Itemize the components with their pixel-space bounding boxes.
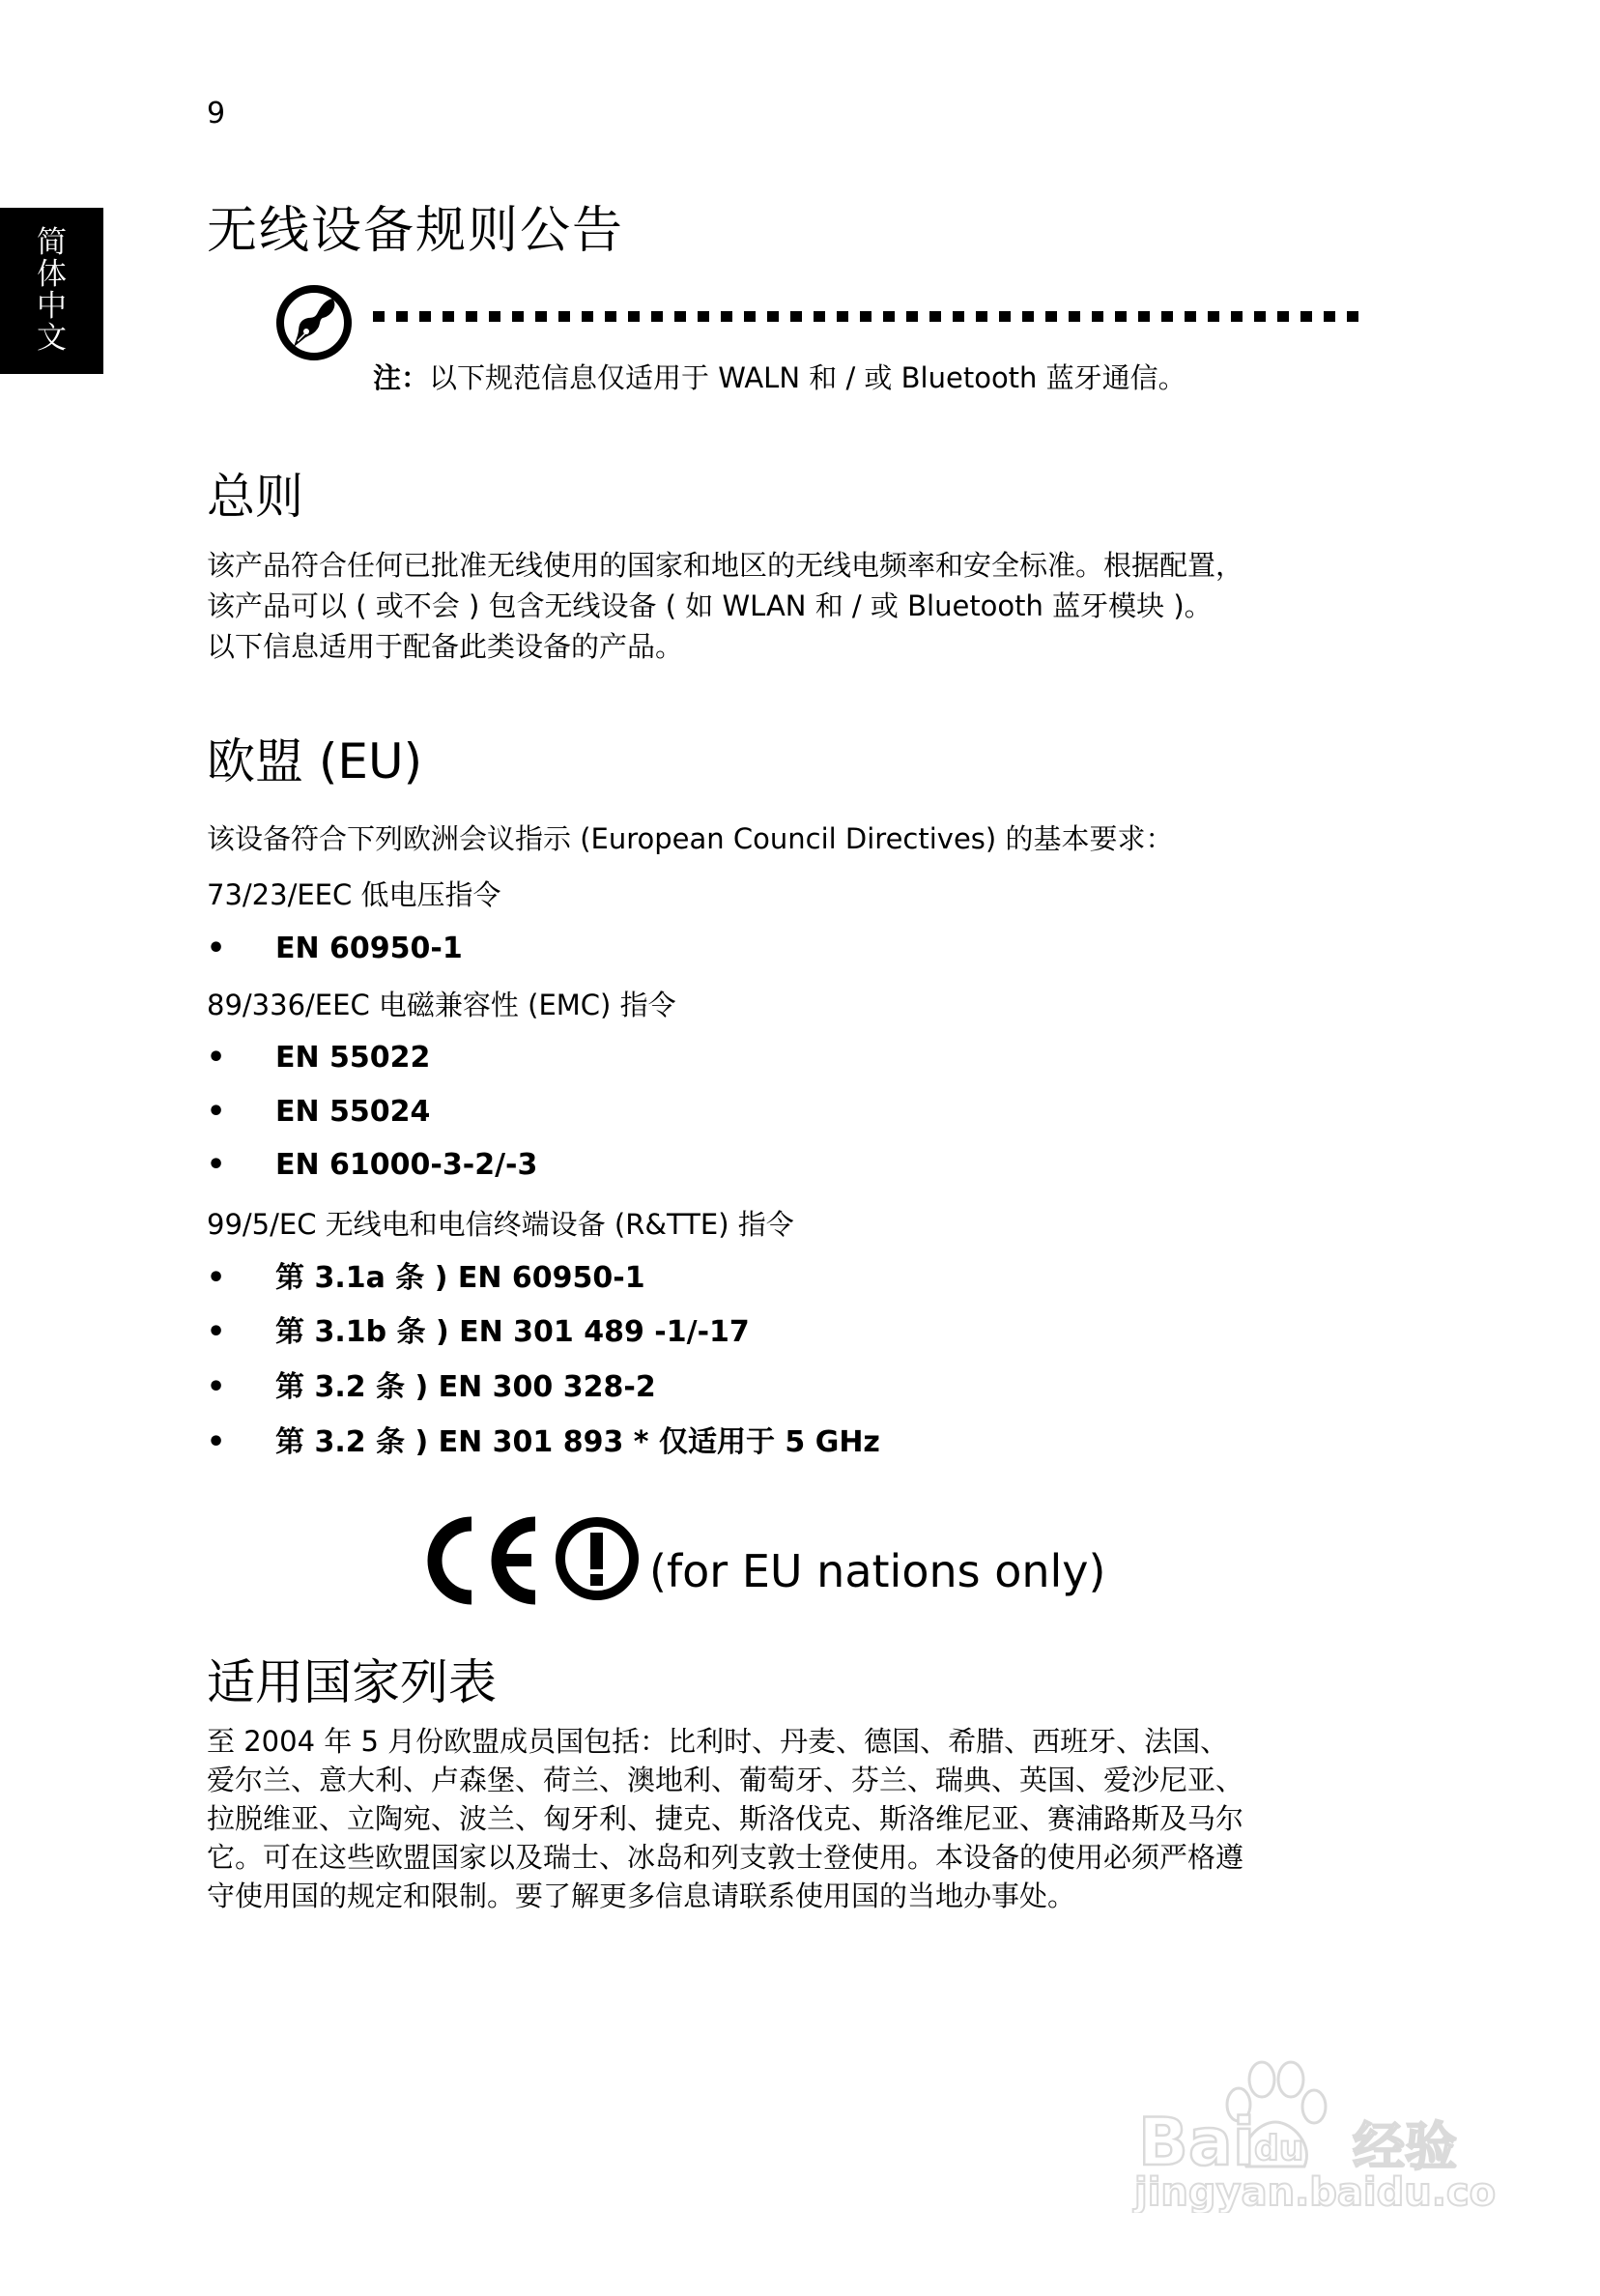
alert-class2-icon bbox=[560, 1522, 634, 1595]
paragraph-line: 该产品可以 ( 或不会 ) 包含无线设备 ( 如 WLAN 和 / 或 Bluetooth 蓝牙模块 )。 bbox=[207, 589, 1213, 622]
directive-item-text: EN 60950-1 bbox=[275, 932, 463, 965]
directive-title: 99/5/EC 无线电和电信终端设备 (R&TTE) 指令 bbox=[207, 1208, 794, 1241]
svg-text:经验: 经验 bbox=[1353, 2116, 1457, 2177]
pen-nib-note-icon bbox=[274, 283, 354, 362]
directive-item-text: 第 3.1b 条 ) EN 301 489 -1/-17 bbox=[275, 1315, 750, 1349]
directive-item-text: EN 61000-3-2/-3 bbox=[275, 1148, 538, 1182]
language-tab-char: 文 bbox=[37, 321, 67, 356]
bullet: • bbox=[207, 1261, 226, 1295]
watermark-brand: Bai bbox=[1138, 2105, 1256, 2181]
directive-title: 89/336/EEC 电磁兼容性 (EMC) 指令 bbox=[207, 989, 676, 1021]
baidu-jingyan-watermark bbox=[1130, 2039, 1498, 2213]
bullet: • bbox=[207, 1148, 226, 1182]
directive-item-text: 第 3.1a 条 ) EN 60950-1 bbox=[275, 1261, 645, 1295]
ce-caption: (for EU nations only) bbox=[649, 1545, 1106, 1597]
section-heading-countries: 适用国家列表 bbox=[207, 1654, 497, 1710]
bullet: • bbox=[207, 1095, 226, 1129]
language-tab-char: 体 bbox=[37, 257, 67, 292]
directive-title: 73/23/EEC 低电压指令 bbox=[207, 878, 501, 911]
bullet: • bbox=[207, 1315, 226, 1349]
note-text bbox=[373, 359, 1186, 397]
note-body: 以下规范信息仅适用于 WALN 和 / 或 Bluetooth 蓝牙通信。 bbox=[429, 361, 1186, 394]
page-title: 无线设备规则公告 bbox=[207, 202, 625, 260]
note-divider bbox=[373, 311, 1358, 322]
language-tab-char: 中 bbox=[37, 289, 67, 324]
bullet: • bbox=[207, 1370, 226, 1404]
ce-mark-icon bbox=[421, 1514, 643, 1607]
directive-item-text: 第 3.2 条 ) EN 301 893 * 仅适用于 5 GHz bbox=[275, 1425, 880, 1459]
eu-intro: 该设备符合下列欧洲会议指示 (European Council Directives) 的基本要求： bbox=[207, 822, 1174, 855]
ce-mark-row bbox=[421, 1512, 1105, 1609]
paragraph-line: 它。可在这些欧盟国家以及瑞士、冰岛和列支敦士登使用。本设备的使用必须严格遵 bbox=[207, 1841, 1244, 1874]
section-heading-eu: 欧盟 (EU) bbox=[207, 733, 423, 789]
paragraph-line: 以下信息适用于配备此类设备的产品。 bbox=[207, 630, 684, 663]
language-tab-char: 简 bbox=[37, 225, 67, 260]
directive-item-text: EN 55022 bbox=[275, 1041, 431, 1075]
countries-paragraph bbox=[207, 1722, 1376, 1915]
watermark-url: jingyan.baidu.com bbox=[1134, 2170, 1498, 2213]
paragraph-line: 爱尔兰、意大利、卢森堡、荷兰、澳地利、葡萄牙、芬兰、瑞典、英国、爱沙尼亚、 bbox=[207, 1764, 1244, 1796]
paragraph-line: 守使用国的规定和限制。要了解更多信息请联系使用国的当地办事处。 bbox=[207, 1880, 1076, 1912]
bullet: • bbox=[207, 932, 226, 965]
directive-item-text: EN 55024 bbox=[275, 1095, 431, 1129]
note-label: 注： bbox=[373, 361, 430, 394]
bullet: • bbox=[207, 1041, 226, 1075]
bullet: • bbox=[207, 1425, 226, 1459]
language-tab bbox=[0, 208, 103, 374]
svg-text:du: du bbox=[1254, 2129, 1304, 2168]
page-number: 9 bbox=[207, 97, 226, 130]
paragraph-line: 该产品符合任何已批准无线使用的国家和地区的无线电频率和安全标准。根据配置， bbox=[207, 549, 1244, 582]
section-heading-general: 总则 bbox=[207, 469, 303, 525]
paragraph-line: 拉脱维亚、立陶宛、波兰、匈牙利、捷克、斯洛伐克、斯洛维尼亚、赛浦路斯及马尔 bbox=[207, 1802, 1244, 1835]
general-paragraph bbox=[207, 545, 1366, 667]
directive-item-text: 第 3.2 条 ) EN 300 328-2 bbox=[275, 1370, 656, 1404]
paragraph-line: 至 2004 年 5 月份欧盟成员国包括：比利时、丹麦、德国、希腊、西班牙、法国、 bbox=[207, 1725, 1229, 1758]
